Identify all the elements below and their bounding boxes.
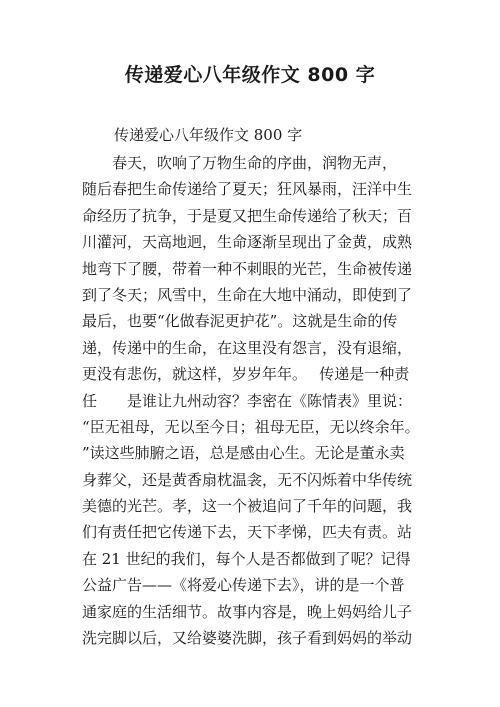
body-line: 美德的光芒。孝，这一个被追问了千年的问题，我 [82, 497, 413, 516]
body-line: 身葬父，还是黄香扇枕温衾，无不闪烁着中华传统 [82, 470, 413, 489]
body-line: 通家庭的生活细节。故事内容是，晚上妈妈给儿子 [82, 602, 413, 621]
body-line: 在 21 世纪的我们，每个人是否都做到了呢？记得 [82, 549, 411, 568]
body-line: 递，传递中的生命，在这里没有怨言，没有退缩， [82, 338, 413, 357]
body-line: 们有责任把它传递下去，天下孝悌，匹夫有责。站 [82, 523, 413, 542]
body-line: ”读这些肺腑之语，总是感由心生。无论是董永卖 [82, 444, 405, 463]
body-line: 任 是谁让九州动容？李密在《陈情表》里说： [82, 391, 413, 410]
body-line: “臣无祖母，无以至今日；祖母无臣，无以终余年。 [82, 417, 420, 436]
body-line: 最后，也要“化做春泥更护花”。这就是生命的传 [82, 312, 398, 331]
body-line: 洗完脚以后，又给婆婆洗脚，孩子看到妈妈的举动 [82, 629, 413, 648]
body-line: 更没有悲伤，就这样，岁岁年年。 传递是一种责 [82, 365, 410, 384]
document-subtitle: 传递爱心八年级作文 800 字 [114, 126, 303, 144]
body-line: 地弯下了腰，带着一种不刺眼的光芒，生命被传递 [82, 259, 413, 278]
document-title: 传递爱心八年级作文 800 字 [124, 64, 376, 86]
document-body [82, 150, 422, 651]
body-line: 到了冬天；风雪中，生命在大地中涌动，即使到了 [82, 285, 413, 304]
body-line: 川灌河，天高地迥，生命逐渐呈现出了金黄，成熟 [82, 233, 413, 252]
body-line: 命经历了抗争，于是夏又把生命传递给了秋天；百 [82, 206, 413, 225]
body-line: 随后春把生命传递给了夏天；狂风暴雨，汪洋中生 [82, 180, 413, 199]
body-line: 春天，吹响了万物生命的序曲，润物无声， [82, 154, 398, 172]
body-line: 公益广告——《将爱心传递下去》，讲的是一个普 [82, 576, 405, 595]
